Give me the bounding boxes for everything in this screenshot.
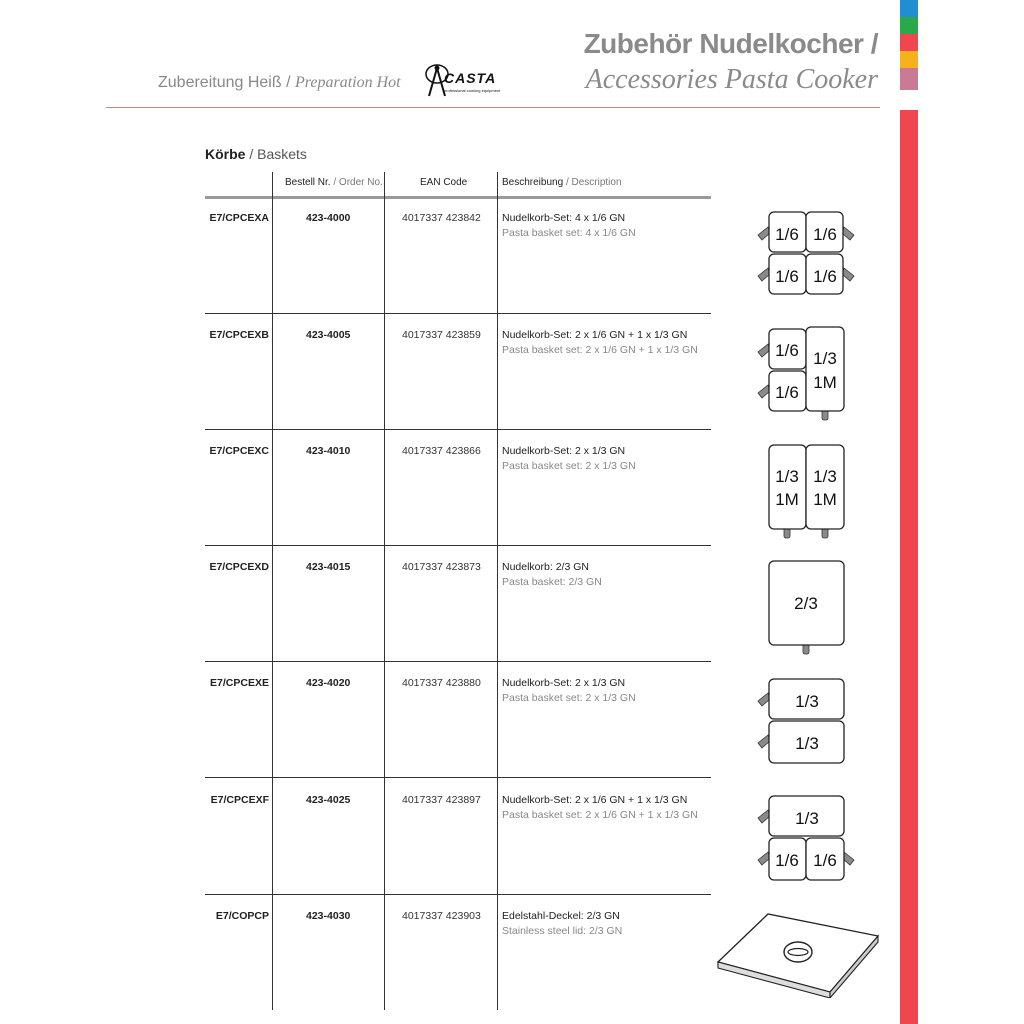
row-order-no: 423-4005 <box>306 329 351 341</box>
basket-illustration-2x13-horizontal <box>750 675 862 771</box>
header-divider <box>106 107 880 108</box>
basket-label: 1/6 <box>775 383 799 402</box>
swatch-blue <box>900 0 918 17</box>
row-desc-de: Nudelkorb-Set: 2 x 1/3 GN <box>502 445 626 457</box>
basket-illustration-4x16 <box>750 205 862 301</box>
row-code: E7/CPCEXA <box>209 212 269 224</box>
column-divider-1 <box>272 172 273 1010</box>
row-divider <box>205 661 711 662</box>
casta-logo <box>422 62 522 98</box>
row-divider <box>205 313 711 314</box>
basket-label: 1/3 <box>795 692 819 711</box>
category-label <box>158 74 401 92</box>
basket-label: 1M <box>775 490 799 509</box>
sidebar-color-bar <box>900 110 918 1024</box>
row-desc-de: Edelstahl-Deckel: 2/3 GN <box>502 910 620 922</box>
basket-label: 1/6 <box>775 267 799 286</box>
row-desc-en: Pasta basket: 2/3 GN <box>502 576 602 588</box>
swatch-green <box>900 17 918 34</box>
category-en: Preparation Hot <box>294 74 401 91</box>
swatch-pink <box>900 68 918 90</box>
row-order-no: 423-4030 <box>306 910 351 922</box>
basket-label: 1/3 <box>775 467 799 486</box>
row-divider <box>205 429 711 430</box>
row-code: E7/CPCEXD <box>209 561 269 573</box>
row-divider <box>205 777 711 778</box>
category-sep: / <box>286 74 291 91</box>
row-divider <box>205 545 711 546</box>
row-order-no: 423-4025 <box>306 794 351 806</box>
basket-illustration-2x16-1x13 <box>750 322 862 426</box>
column-order-en: Order No. <box>338 177 383 188</box>
basket-illustration-2x13 <box>750 440 862 544</box>
page-title-en: Accessories Pasta Cooker <box>585 64 878 95</box>
column-order-de: Bestell Nr. <box>285 177 331 188</box>
basket-label: 1M <box>813 490 837 509</box>
category-de: Zubereitung Heiß <box>158 74 282 91</box>
row-order-no: 423-4015 <box>306 561 351 573</box>
row-ean: 4017337 423897 <box>402 794 481 806</box>
column-desc-de: Beschreibung <box>502 177 564 188</box>
section-title <box>205 146 307 162</box>
row-ean: 4017337 423880 <box>402 677 481 689</box>
row-code: E7/CPCEXB <box>209 329 269 341</box>
basket-label: 1/3 <box>795 734 819 753</box>
row-divider <box>205 894 711 895</box>
column-divider-3 <box>497 172 498 1010</box>
column-desc-sep: / <box>565 177 569 188</box>
column-order-sep: / <box>333 177 337 188</box>
column-desc-en: Description <box>571 177 622 188</box>
lid-illustration <box>712 906 882 998</box>
row-desc-en: Pasta basket set: 4 x 1/6 GN <box>502 227 636 239</box>
row-desc-de: Nudelkorb-Set: 2 x 1/6 GN + 1 x 1/3 GN <box>502 794 688 806</box>
basket-label: 1/6 <box>813 851 837 870</box>
row-ean: 4017337 423866 <box>402 445 481 457</box>
row-code: E7/COPCP <box>215 910 269 922</box>
row-desc-de: Nudelkorb: 2/3 GN <box>502 561 589 573</box>
column-header-ean: EAN Code <box>420 177 468 188</box>
row-ean: 4017337 423859 <box>402 329 481 341</box>
row-desc-de: Nudelkorb-Set: 2 x 1/6 GN + 1 x 1/3 GN <box>502 329 688 341</box>
basket-label: 1/3 <box>813 349 837 368</box>
basket-label: 1/6 <box>813 225 837 244</box>
row-ean: 4017337 423842 <box>402 212 481 224</box>
basket-label: 1M <box>813 373 837 392</box>
logo-name: CASTA <box>444 70 497 86</box>
page-title-de: Zubehör Nudelkocher / <box>583 28 878 59</box>
basket-label: 1/6 <box>775 851 799 870</box>
row-code: E7/CPCEXE <box>210 677 269 689</box>
logo-tagline: professional cooking equipment <box>444 88 501 93</box>
row-desc-en: Pasta basket set: 2 x 1/3 GN <box>502 460 636 472</box>
row-order-no: 423-4000 <box>306 212 351 224</box>
basket-label: 1/3 <box>795 809 819 828</box>
table-header-rule <box>205 196 711 199</box>
basket-illustration-23 <box>750 556 862 660</box>
column-header-order <box>285 177 383 188</box>
basket-label: 1/3 <box>813 467 837 486</box>
row-desc-de: Nudelkorb-Set: 4 x 1/6 GN <box>502 212 626 224</box>
swatch-red <box>900 34 918 51</box>
section-sep: / <box>249 146 254 162</box>
row-code: E7/CPCEXC <box>209 445 269 457</box>
column-header-description <box>502 177 622 188</box>
row-desc-en: Pasta basket set: 2 x 1/3 GN <box>502 692 636 704</box>
row-order-no: 423-4020 <box>306 677 351 689</box>
swatch-yellow <box>900 51 918 68</box>
section-title-en: Baskets <box>257 146 307 162</box>
section-title-de: Körbe <box>205 146 246 162</box>
basket-label: 2/3 <box>794 594 818 613</box>
basket-label: 1/6 <box>775 225 799 244</box>
basket-label: 1/6 <box>813 267 837 286</box>
column-divider-2 <box>384 172 385 1010</box>
row-ean: 4017337 423873 <box>402 561 481 573</box>
row-order-no: 423-4010 <box>306 445 351 457</box>
row-desc-en: Stainless steel lid: 2/3 GN <box>502 925 623 937</box>
row-desc-en: Pasta basket set: 2 x 1/6 GN + 1 x 1/3 GN <box>502 809 698 821</box>
row-ean: 4017337 423903 <box>402 910 481 922</box>
row-code: E7/CPCEXF <box>210 794 269 806</box>
basket-illustration-1x13-2x16 <box>750 792 862 888</box>
basket-label: 1/6 <box>775 341 799 360</box>
row-desc-en: Pasta basket set: 2 x 1/6 GN + 1 x 1/3 GN <box>502 344 698 356</box>
row-desc-de: Nudelkorb-Set: 2 x 1/3 GN <box>502 677 626 689</box>
